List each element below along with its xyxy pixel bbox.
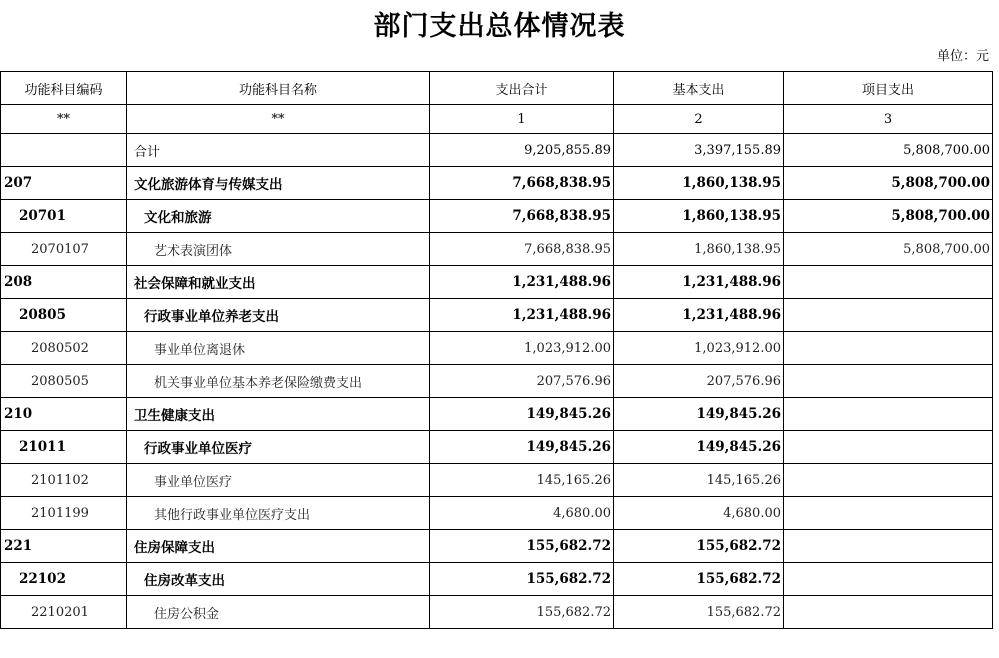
index-total: 1 xyxy=(430,105,614,134)
table-row xyxy=(1,233,993,266)
cell-basic: 149,845.26 xyxy=(614,398,784,431)
cell-code: 208 xyxy=(1,266,127,299)
cell-total: 207,576.96 xyxy=(430,365,614,398)
table-index-row xyxy=(1,105,993,134)
cell-name: 艺术表演团体 xyxy=(127,233,430,266)
cell-total: 7,668,838.95 xyxy=(430,233,614,266)
cell-code: 20805 xyxy=(1,299,127,332)
cell-project xyxy=(784,497,993,530)
cell-name: 文化和旅游 xyxy=(127,200,430,233)
cell-basic: 4,680.00 xyxy=(614,497,784,530)
cell-name: 住房保障支出 xyxy=(127,530,430,563)
table-row xyxy=(1,497,993,530)
cell-project: 5,808,700.00 xyxy=(784,167,993,200)
cell-total: 145,165.26 xyxy=(430,464,614,497)
cell-name: 行政事业单位养老支出 xyxy=(127,299,430,332)
table-row xyxy=(1,332,993,365)
cell-total: 149,845.26 xyxy=(430,398,614,431)
table-row xyxy=(1,266,993,299)
cell-code: 21011 xyxy=(1,431,127,464)
table-row xyxy=(1,200,993,233)
header-basic: 基本支出 xyxy=(614,72,784,105)
cell-name: 合计 xyxy=(127,134,430,167)
cell-project xyxy=(784,530,993,563)
cell-project: 5,808,700.00 xyxy=(784,200,993,233)
cell-basic: 145,165.26 xyxy=(614,464,784,497)
expenditure-table xyxy=(0,71,993,629)
cell-code xyxy=(1,134,127,167)
cell-code: 2101199 xyxy=(1,497,127,530)
cell-name: 事业单位医疗 xyxy=(127,464,430,497)
cell-project xyxy=(784,431,993,464)
header-name: 功能科目名称 xyxy=(127,72,430,105)
cell-project xyxy=(784,596,993,629)
cell-basic: 3,397,155.89 xyxy=(614,134,784,167)
table-row xyxy=(1,464,993,497)
cell-project xyxy=(784,398,993,431)
cell-total: 1,231,488.96 xyxy=(430,266,614,299)
cell-project xyxy=(784,332,993,365)
cell-project xyxy=(784,563,993,596)
cell-project xyxy=(784,464,993,497)
cell-project xyxy=(784,266,993,299)
cell-total: 149,845.26 xyxy=(430,431,614,464)
cell-name: 住房改革支出 xyxy=(127,563,430,596)
header-code: 功能科目编码 xyxy=(1,72,127,105)
cell-code: 221 xyxy=(1,530,127,563)
table-row xyxy=(1,299,993,332)
cell-basic: 149,845.26 xyxy=(614,431,784,464)
index-name: ** xyxy=(127,105,430,134)
header-project: 项目支出 xyxy=(784,72,993,105)
cell-code: 20701 xyxy=(1,200,127,233)
table-row xyxy=(1,134,993,167)
cell-total: 1,231,488.96 xyxy=(430,299,614,332)
index-basic: 2 xyxy=(614,105,784,134)
table-row xyxy=(1,596,993,629)
table-row xyxy=(1,167,993,200)
table-row xyxy=(1,431,993,464)
cell-basic: 207,576.96 xyxy=(614,365,784,398)
cell-total: 7,668,838.95 xyxy=(430,200,614,233)
cell-basic: 1,860,138.95 xyxy=(614,233,784,266)
cell-total: 1,023,912.00 xyxy=(430,332,614,365)
cell-code: 2080502 xyxy=(1,332,127,365)
cell-basic: 1,860,138.95 xyxy=(614,200,784,233)
cell-total: 155,682.72 xyxy=(430,596,614,629)
table-row xyxy=(1,398,993,431)
cell-total: 9,205,855.89 xyxy=(430,134,614,167)
cell-code: 2101102 xyxy=(1,464,127,497)
cell-project xyxy=(784,299,993,332)
table-row xyxy=(1,365,993,398)
cell-project: 5,808,700.00 xyxy=(784,134,993,167)
cell-code: 2070107 xyxy=(1,233,127,266)
cell-code: 2210201 xyxy=(1,596,127,629)
cell-name: 其他行政事业单位医疗支出 xyxy=(127,497,430,530)
table-body xyxy=(1,72,993,629)
cell-total: 4,680.00 xyxy=(430,497,614,530)
page-title: 部门支出总体情况表 xyxy=(373,11,626,42)
cell-basic: 155,682.72 xyxy=(614,530,784,563)
cell-code: 207 xyxy=(1,167,127,200)
cell-name: 行政事业单位医疗 xyxy=(127,431,430,464)
header-total: 支出合计 xyxy=(430,72,614,105)
unit-label: 单位：元 xyxy=(936,49,989,64)
cell-name: 社会保障和就业支出 xyxy=(127,266,430,299)
cell-name: 文化旅游体育与传媒支出 xyxy=(127,167,430,200)
cell-total: 155,682.72 xyxy=(430,563,614,596)
cell-name: 住房公积金 xyxy=(127,596,430,629)
table-row xyxy=(1,563,993,596)
cell-basic: 1,231,488.96 xyxy=(614,266,784,299)
cell-name: 机关事业单位基本养老保险缴费支出 xyxy=(127,365,430,398)
cell-code: 22102 xyxy=(1,563,127,596)
table-header-row xyxy=(1,72,993,105)
table-row xyxy=(1,530,993,563)
cell-basic: 155,682.72 xyxy=(614,563,784,596)
cell-total: 155,682.72 xyxy=(430,530,614,563)
cell-name: 卫生健康支出 xyxy=(127,398,430,431)
cell-total: 7,668,838.95 xyxy=(430,167,614,200)
cell-name: 事业单位离退休 xyxy=(127,332,430,365)
cell-project xyxy=(784,365,993,398)
cell-basic: 155,682.72 xyxy=(614,596,784,629)
cell-basic: 1,231,488.96 xyxy=(614,299,784,332)
cell-basic: 1,860,138.95 xyxy=(614,167,784,200)
index-project: 3 xyxy=(784,105,993,134)
cell-code: 2080505 xyxy=(1,365,127,398)
cell-project: 5,808,700.00 xyxy=(784,233,993,266)
index-code: ** xyxy=(1,105,127,134)
cell-code: 210 xyxy=(1,398,127,431)
cell-basic: 1,023,912.00 xyxy=(614,332,784,365)
